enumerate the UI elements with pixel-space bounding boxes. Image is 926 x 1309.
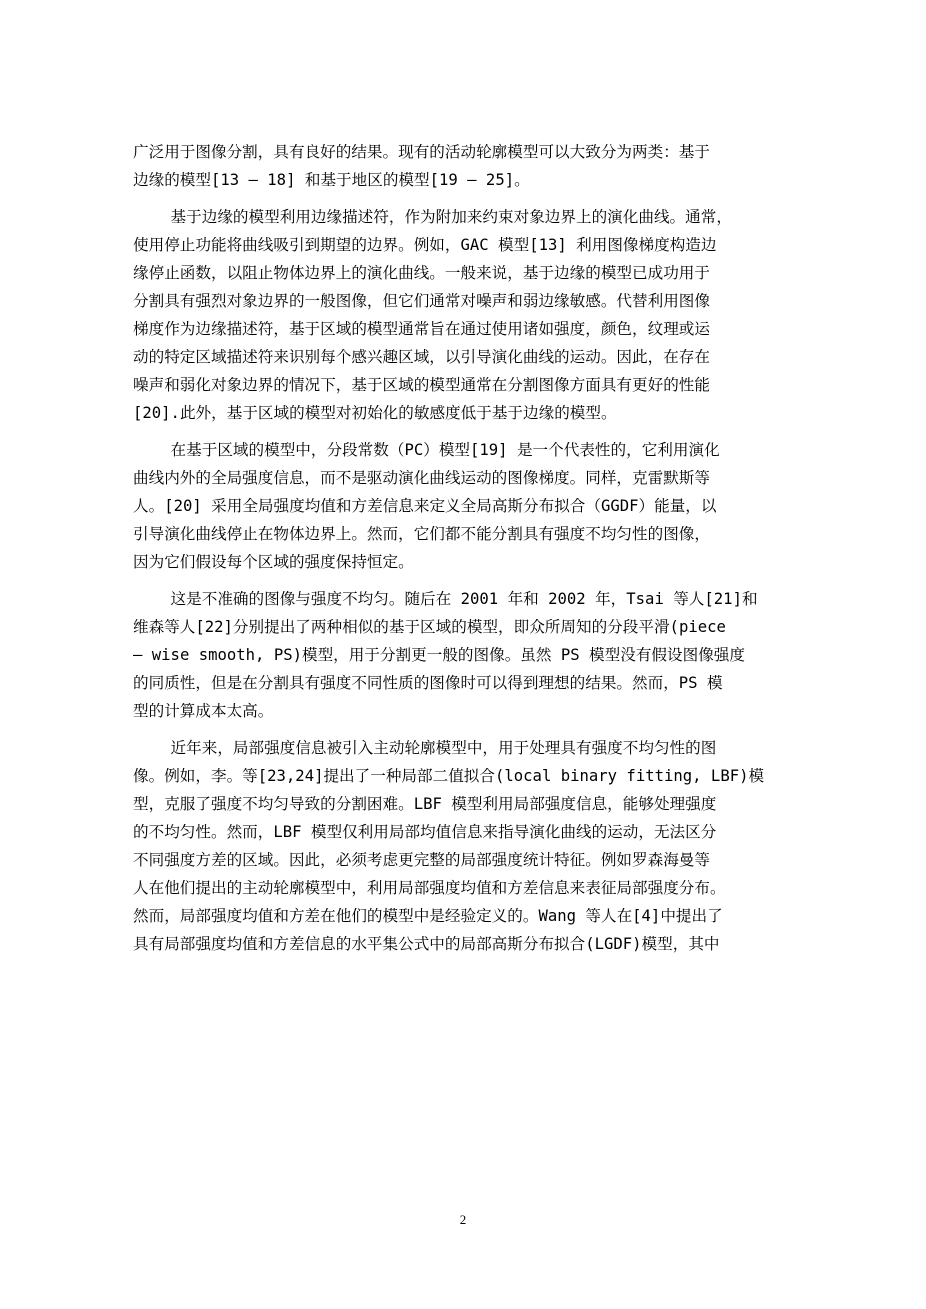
paragraph	[133, 203, 829, 427]
text-line: 广泛用于图像分割，具有良好的结果。现有的活动轮廓模型可以大致分为两类：基于	[133, 143, 710, 161]
text-line: 人。[20] 采用全局强度均值和方差信息来定义全局高斯分布拟合（GGDF）能量，以	[133, 497, 717, 515]
text-line: 具有局部强度均值和方差信息的水平集公式中的局部高斯分布拟合(LGDF)模型，其中	[133, 935, 720, 953]
page-number: 2	[459, 1212, 467, 1227]
text-line: 梯度作为边缘描述符，基于区域的模型通常旨在通过使用诸如强度，颜色，纹理或运	[133, 320, 710, 338]
text-line: 维森等人[22]分别提出了两种相似的基于区域的模型，即众所周知的分段平滑(piece	[133, 618, 726, 636]
text-line: 动的特定区域描述符来识别每个感兴趣区域，以引导演化曲线的运动。因此，在存在	[133, 348, 710, 366]
text-line: 然而，局部强度均值和方差在他们的模型中是经验定义的。Wang 等人在[4]中提出了	[133, 907, 723, 925]
text-line: 的同质性，但是在分割具有强度不同性质的图像时可以得到理想的结果。然而，PS 模	[133, 674, 723, 692]
paragraph	[133, 585, 829, 725]
text-line: 型，克服了强度不均匀导致的分割困难。LBF 模型利用局部强度信息，能够处理强度	[133, 795, 717, 813]
text-line: 缘停止函数，以阻止物体边界上的演化曲线。一般来说，基于边缘的模型已成功用于	[133, 264, 710, 282]
text-line: 边缘的模型[13 – 18] 和基于地区的模型[19 – 25]。	[133, 171, 530, 189]
text-line: [20].此外，基于区域的模型对初始化的敏感度低于基于边缘的模型。	[133, 404, 617, 422]
text-line: 使用停止功能将曲线吸引到期望的边界。例如，GAC 模型[13] 利用图像梯度构造边	[133, 236, 717, 254]
text-line: 噪声和弱化对象边界的情况下，基于区域的模型通常在分割图像方面具有更好的性能	[133, 376, 710, 394]
text-line: 像。例如，李。等[23,24]提出了一种局部二值拟合(local binary fitting, LBF)模	[133, 767, 765, 785]
text-line: 曲线内外的全局强度信息，而不是驱动演化曲线运动的图像梯度。同样，克雷默斯等	[133, 469, 710, 487]
paragraph	[133, 436, 829, 576]
text-line: 近年来，局部强度信息被引入主动轮廓模型中，用于处理具有强度不均匀性的图	[133, 739, 717, 757]
text-line: 不同强度方差的区域。因此，必须考虑更完整的局部强度统计特征。例如罗森海曼等	[133, 851, 710, 869]
text-line: 的不均匀性。然而，LBF 模型仅利用局部均值信息来指导演化曲线的运动，无法区分	[133, 823, 717, 841]
text-line: – wise smooth, PS)模型，用于分割更一般的图像。虽然 PS 模型没有假设图像强度	[133, 646, 745, 664]
paragraph	[133, 138, 829, 194]
text-line: 引导演化曲线停止在物体边界上。然而，它们都不能分割具有强度不均匀性的图像，	[133, 525, 710, 543]
text-line: 基于边缘的模型利用边缘描述符，作为附加来约束对象边界上的演化曲线。通常，	[133, 208, 732, 226]
text-line: 分割具有强烈对象边界的一般图像，但它们通常对噪声和弱边缘敏感。代替利用图像	[133, 292, 710, 310]
paragraph	[133, 734, 829, 958]
text-line: 因为它们假设每个区域的强度保持恒定。	[133, 553, 414, 571]
text-line: 在基于区域的模型中，分段常数（PC）模型[19] 是一个代表性的，它利用演化	[133, 441, 720, 459]
text-line: 人在他们提出的主动轮廓模型中，利用局部强度均值和方差信息来表征局部强度分布。	[133, 879, 726, 897]
text-line: 这是不准确的图像与强度不均匀。随后在 2001 年和 2002 年，Tsai 等人[21]和	[133, 590, 758, 608]
body-text	[133, 138, 829, 958]
text-line: 型的计算成本太高。	[133, 702, 274, 720]
